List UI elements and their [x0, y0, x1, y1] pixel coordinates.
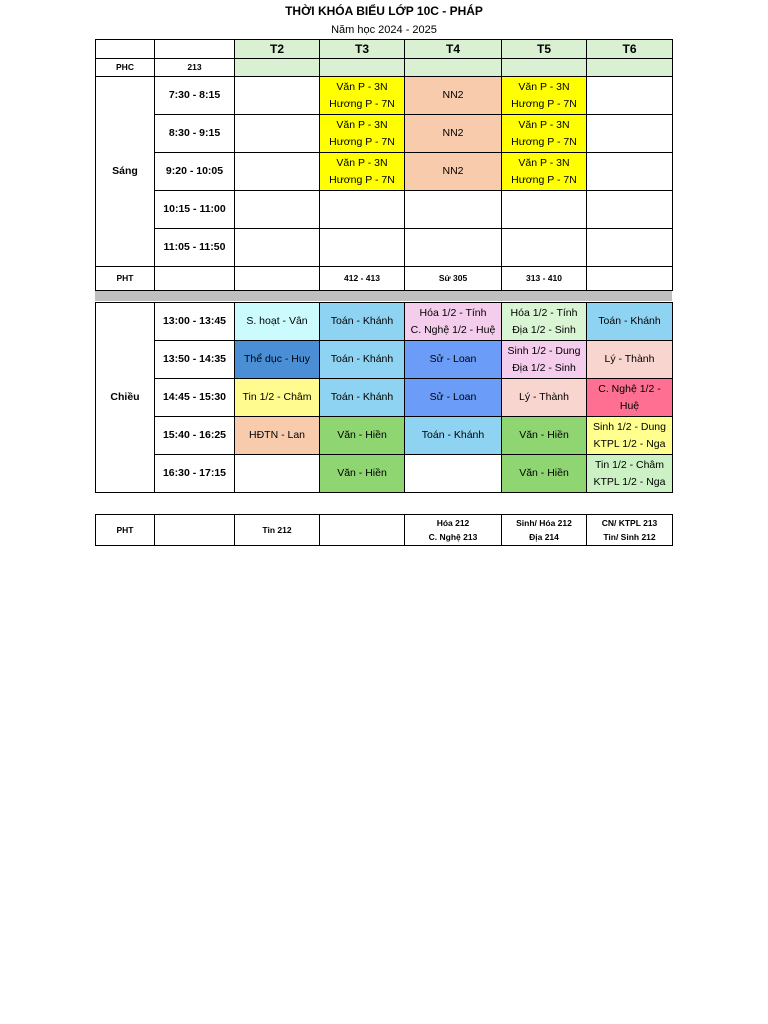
school-year: Năm học 2024 - 2025 [331, 24, 437, 36]
class-cell: Lý - Thành [587, 341, 673, 379]
class-cell: Toán - Khánh [405, 417, 502, 455]
class-cell: Văn - Hiền [502, 417, 587, 455]
class-cell: Sử - Loan [405, 341, 502, 379]
class-cell [235, 77, 320, 115]
corner-cell [155, 40, 235, 59]
class-cell: Tin 1/2 - Châm [235, 379, 320, 417]
class-cell: Văn P - 3N Hương P - 7N [502, 77, 587, 115]
class-cell: S. hoạt - Vân [235, 303, 320, 341]
class-cell [235, 455, 320, 493]
class-cell: NN2 [405, 77, 502, 115]
day-header: T6 [587, 40, 673, 59]
timeslot-row [96, 115, 673, 153]
class-cell: Văn P - 3N Hương P - 7N [320, 77, 405, 115]
session-label: Chiều [96, 303, 155, 493]
class-cell [502, 229, 587, 267]
class-cell: Hóa 1/2 - Tính C. Nghệ 1/2 - Huệ [405, 303, 502, 341]
class-cell [320, 191, 405, 229]
pht-label: PHT [96, 515, 155, 546]
class-cell: Toán - Khánh [320, 303, 405, 341]
class-cell: Sinh 1/2 - Dung Địa 1/2 - Sinh [502, 341, 587, 379]
class-cell: HĐTN - Lan [235, 417, 320, 455]
class-cell [405, 191, 502, 229]
class-cell: Hóa 1/2 - Tính Địa 1/2 - Sinh [502, 303, 587, 341]
day-header: T4 [405, 40, 502, 59]
phc-label: PHC [96, 59, 155, 77]
day-header: T5 [502, 40, 587, 59]
time-cell: 13:00 - 13:45 [155, 303, 235, 341]
pht-cell [587, 267, 673, 291]
class-cell [235, 229, 320, 267]
timeslot-row [96, 229, 673, 267]
morning-pht-row [96, 267, 673, 291]
timeslot-row [96, 77, 673, 115]
pht-cell: CN/ KTPL 213 Tin/ Sinh 212 [587, 515, 673, 546]
class-cell [502, 191, 587, 229]
class-cell: Tin 1/2 - Châm KTPL 1/2 - Nga [587, 455, 673, 493]
class-cell: Toán - Khánh [320, 379, 405, 417]
pht-cell: Sử 305 [405, 267, 502, 291]
class-cell: NN2 [405, 153, 502, 191]
class-cell: Văn P - 3N Hương P - 7N [502, 153, 587, 191]
class-cell: Văn - Hiền [502, 455, 587, 493]
pht-label: PHT [96, 267, 155, 291]
time-cell: 11:05 - 11:50 [155, 229, 235, 267]
pht-time [155, 267, 235, 291]
class-cell [587, 229, 673, 267]
class-cell: Văn P - 3N Hương P - 7N [502, 115, 587, 153]
pht-cell: Tin 212 [235, 515, 320, 546]
class-cell [235, 153, 320, 191]
class-cell: Văn P - 3N Hương P - 7N [320, 153, 405, 191]
time-cell: 13:50 - 14:35 [155, 341, 235, 379]
afternoon-pht-table [95, 514, 673, 546]
time-cell: 15:40 - 16:25 [155, 417, 235, 455]
time-cell: 16:30 - 17:15 [155, 455, 235, 493]
afternoon-timetable [95, 302, 673, 493]
timeslot-row [96, 417, 673, 455]
pht-cell [320, 515, 405, 546]
class-cell [320, 229, 405, 267]
pht-cell [235, 267, 320, 291]
timeslot-row [96, 455, 673, 493]
class-cell: Sinh 1/2 - Dung KTPL 1/2 - Nga [587, 417, 673, 455]
class-cell [587, 153, 673, 191]
time-cell: 7:30 - 8:15 [155, 77, 235, 115]
phc-room: 213 [155, 59, 235, 77]
phc-cell [502, 59, 587, 77]
pht-time [155, 515, 235, 546]
timeslot-row [96, 341, 673, 379]
timeslot-row [96, 379, 673, 417]
timeslot-row [96, 303, 673, 341]
class-cell [587, 115, 673, 153]
day-header: T2 [235, 40, 320, 59]
class-cell: Sử - Loan [405, 379, 502, 417]
class-cell: Toán - Khánh [320, 341, 405, 379]
class-cell [235, 115, 320, 153]
class-cell: Văn P - 3N Hương P - 7N [320, 115, 405, 153]
morning-timetable [95, 39, 673, 291]
page-title: THỜI KHÓA BIỂU LỚP 10C - PHÁP [285, 4, 483, 18]
phc-cell [405, 59, 502, 77]
afternoon-pht-row [96, 515, 673, 546]
time-cell: 14:45 - 15:30 [155, 379, 235, 417]
timeslot-row [96, 191, 673, 229]
pht-cell: 313 - 410 [502, 267, 587, 291]
class-cell: Thể dục - Huy [235, 341, 320, 379]
class-cell: Văn - Hiền [320, 455, 405, 493]
session-label: Sáng [96, 77, 155, 267]
time-cell: 8:30 - 9:15 [155, 115, 235, 153]
corner-cell [96, 40, 155, 59]
class-cell [587, 77, 673, 115]
time-cell: 10:15 - 11:00 [155, 191, 235, 229]
phc-cell [587, 59, 673, 77]
class-cell: NN2 [405, 115, 502, 153]
time-cell: 9:20 - 10:05 [155, 153, 235, 191]
class-cell: C. Nghệ 1/2 - Huệ [587, 379, 673, 417]
class-cell [405, 455, 502, 493]
pht-cell: Hóa 212 C. Nghệ 213 [405, 515, 502, 546]
day-header: T3 [320, 40, 405, 59]
class-cell [405, 229, 502, 267]
class-cell: Toán - Khánh [587, 303, 673, 341]
pht-cell: Sinh/ Hóa 212 Địa 214 [502, 515, 587, 546]
class-cell [587, 191, 673, 229]
session-separator [95, 291, 672, 301]
phc-cell [235, 59, 320, 77]
class-cell: Văn - Hiền [320, 417, 405, 455]
class-cell: Lý - Thành [502, 379, 587, 417]
class-cell [235, 191, 320, 229]
pht-cell: 412 - 413 [320, 267, 405, 291]
phc-cell [320, 59, 405, 77]
timeslot-row [96, 153, 673, 191]
